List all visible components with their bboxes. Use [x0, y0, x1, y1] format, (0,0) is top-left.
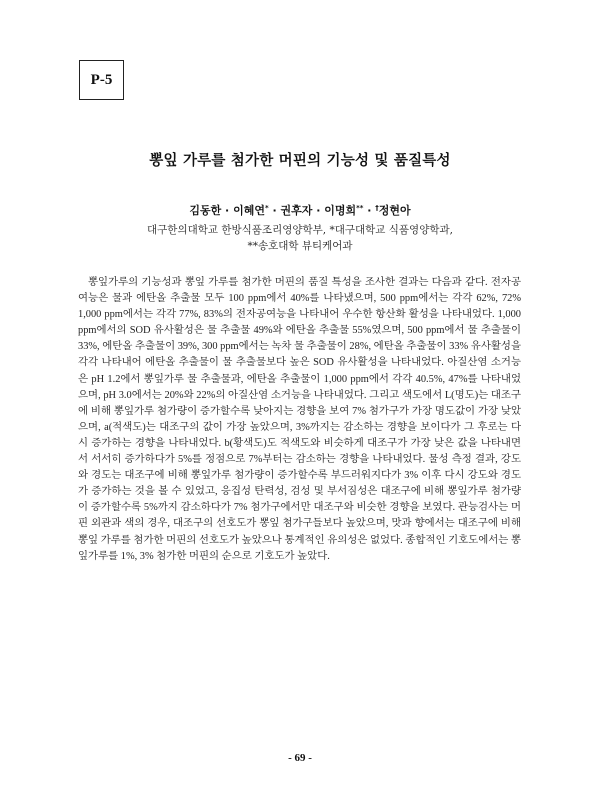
author-list [0, 202, 600, 218]
author-name: 권후자 [280, 204, 313, 217]
author-separator: · [221, 204, 234, 217]
affiliation-line: **송호대학 뷰티케어과 [247, 240, 353, 252]
author-separator: · [363, 204, 376, 217]
poster-id-box [79, 60, 124, 100]
author-name: 김동한 [189, 204, 222, 217]
affiliation-mark: ** [356, 204, 364, 212]
affiliation-mark: * [264, 204, 269, 212]
author-separator: · [312, 204, 325, 217]
author-name: 이혜연 [233, 204, 265, 217]
corresponding-author-mark: † [375, 204, 379, 212]
poster-id: P-5 [90, 71, 113, 88]
page-number: - 69 - [288, 752, 312, 764]
author-separator: · [268, 204, 281, 217]
paper-title: 뽕잎 가루를 첨가한 머핀의 기능성 및 품질특성 [149, 153, 451, 169]
author-name: 정현아 [378, 204, 411, 217]
author-name: 이명희 [324, 204, 357, 217]
affiliation-line: 대구한의대학교 한방식품조리영양학부, *대구대학교 식품영양학과, [147, 224, 453, 236]
abstract-text: 뽕잎가루의 기능성과 뽕잎 가루를 첨가한 머핀의 품질 특성을 조사한 결과는 다음과 같다. 전자공여능은 물과 에탄올 추출물 모두 100 ppm에서 40%를 나타냈으며, 500 ppm에서는 각각 62%, 72% 1,000 ppm에서는 각각 77%, 83%의 전자공여능을 나타내어 우수한 항산화 활성을 나타내었다. 1,000 ppm에서의 SOD 유사활성은 물 추출물 49%와 에탄올 추출물 55%였으며, 500 ppm에서 물 추출물이 33%, 에탄올 추출물이 39%, 300 ppm에서는 녹차 물 추출물이 28%, 에탄올 추출물이 33% 유사활성을 각각 나타내어 에탄올 추출물이 물 추출물보다 높은 SOD 유사활성을 나타내었다. 아질산염 소거능은 pH 1.2에서 뽕잎가루 물 추출물과, 에탄올 추출물이 1,000 ppm에서 각각 40.5%, 47%를 나타내었으며, pH 3.0에서는 20%와 22%의 아질산염 소거능을 나타내었다. 그리고 색도에서 L(명도)는 대조구에 비해 뽕잎가루 첨가량이 증가할수록 낮아지는 경향을 보여 7% 첨가구가 가장 명도값이 가장 낮았으며, a(적색도)는 대조구의 값이 가장 높았으며, 3%까지는 감소하는 경향을 보이다가 그 후로는 다시 증가하는 경향을 나타내었다. b(황색도)도 적색도와 비슷하게 대조구가 가장 낮은 값을 나타내면서 서서히 증가하다가 5%를 정점으로 7%부터는 감소하는 경향을 나타내었다. 물성 측정 결과, 강도와 경도는 대조구에 비해 뽕잎가루 첨가량이 증가할수록 부드러워지다가 3% 이후 다시 강도와 경도가 증가하는 것을 볼 수 있었고, 응집성 탄력성, 검성 및 부서짐성은 대조구에 비해 뽕잎가루 첨가량이 증가할수록 5%까지 감소하다가 7% 첨가구에서만 대조구와 비슷한 경향을 보였다. 관능검사는 머핀 외관과 색의 경우, 대조구의 선호도가 뽕잎 첨가구들보다 높았으며, 맛과 향에서는 대조구에 비해 뽕잎 가루를 첨가한 머핀의 선호도가 높았으나 통계적인 유의성은 없었다. 종합적인 기호도에서는 뽕잎가루를 1%, 3% 첨가한 머핀의 순으로 기호도가 높았다. [78, 277, 521, 562]
